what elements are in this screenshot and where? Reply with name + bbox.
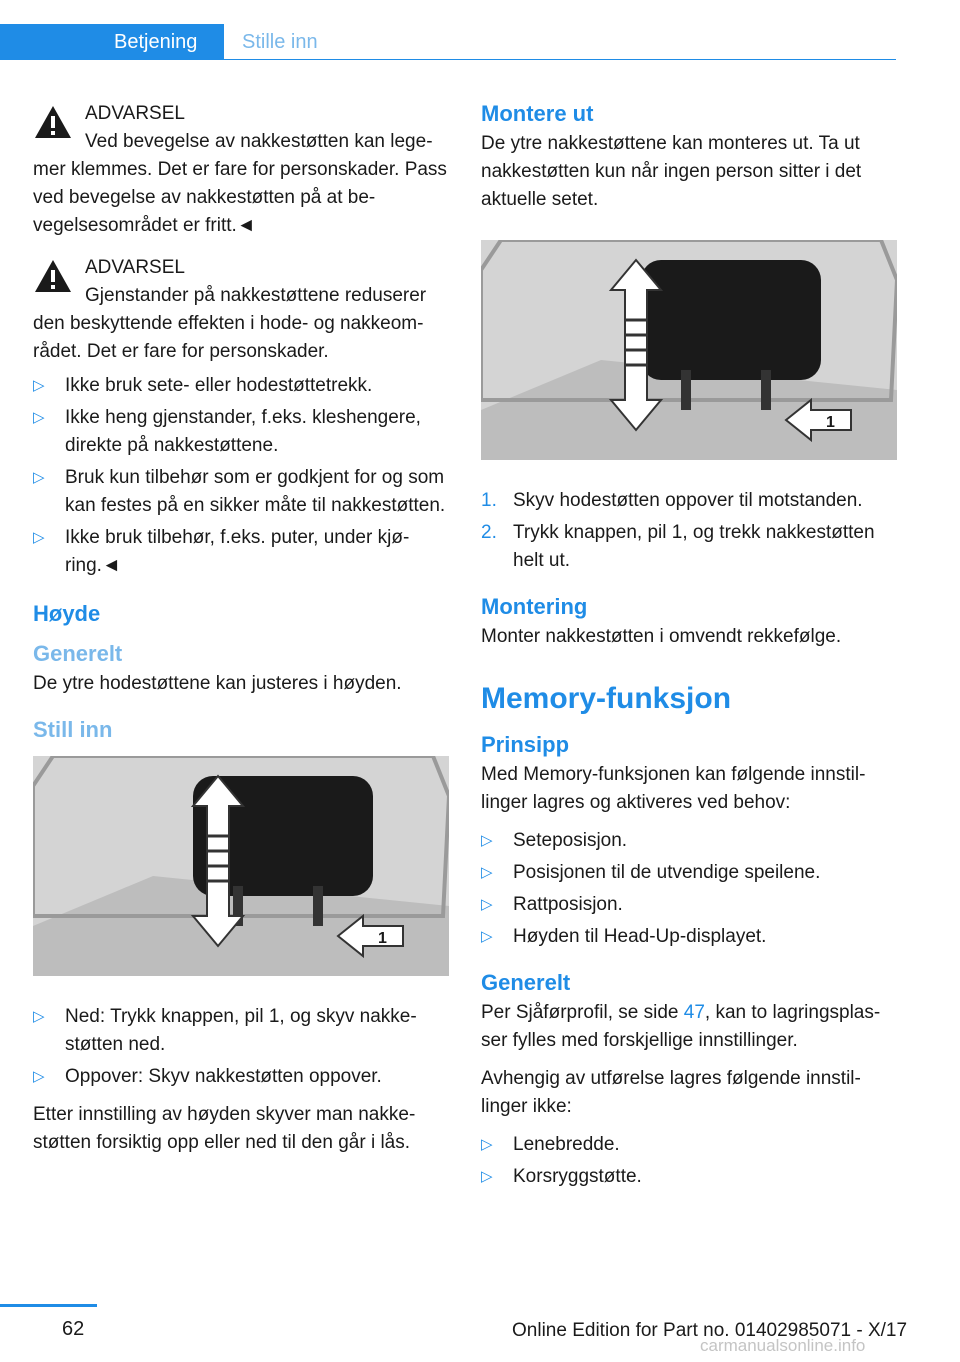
list-item: ▷ Oppover: Skyv nakkestøtten oppover.	[33, 1063, 451, 1091]
list-item: ▷ Høyden til Head-Up-displayet.	[481, 923, 897, 951]
montere-ut-text: De ytre nakkestøttene kan monteres ut. Ta ut nakkestøtten kun når ingen person sitter i det aktuelle setet.	[481, 133, 862, 210]
warning-text: Ved bevegelse av nakkestøtten kan legemer klemmes. Det er fare for personskader. Pass ved bevegelse av nakkestøtten på at bevegelsesområdet er fritt.◄	[33, 131, 447, 236]
heading-memory-funksjon: Memory-funksjon	[481, 682, 732, 715]
heading-generelt-right: Generelt	[481, 970, 571, 995]
triangle-bullet-icon: ▷	[33, 469, 45, 486]
generelt-text: De ytre hodestøttene kan justeres i høyden.	[33, 673, 402, 694]
triangle-bullet-icon: ▷	[481, 864, 493, 881]
montering-text: Monter nakkestøtten i omvendt rekkefølge.	[481, 626, 842, 647]
avhengig-text: Avhengig av utførelse lagres følgende innstillinger ikke:	[481, 1068, 861, 1117]
triangle-bullet-icon: ▷	[33, 409, 45, 426]
right-column	[481, 100, 897, 1201]
headrest-remove-figure	[481, 240, 897, 460]
warning-list	[33, 372, 451, 580]
header-divider	[224, 59, 896, 60]
triangle-bullet-icon: ▷	[33, 377, 45, 394]
left-column	[33, 100, 451, 1167]
triangle-bullet-icon: ▷	[33, 529, 45, 546]
heading-generelt: Generelt	[33, 641, 123, 666]
warning-triangle-icon	[33, 104, 73, 140]
triangle-bullet-icon: ▷	[481, 928, 493, 945]
list-item: ▷ Rattposisjon.	[481, 891, 897, 919]
heading-hoyde: Høyde	[33, 601, 101, 626]
warning-block-2	[33, 254, 451, 366]
edition-text: Online Edition for Part no. 01402985071 - X/17	[512, 1320, 908, 1341]
list-item: ▷ Lenebredde.	[481, 1131, 897, 1159]
list-item: ▷ Ikke bruk sete- eller hodestøttetrekk.	[33, 372, 451, 400]
closing-text: Etter innstilling av høyden skyver man nakkestøtten forsiktig opp eller ned til den går i lås.	[33, 1104, 416, 1153]
avhengig-list	[481, 1131, 897, 1191]
page-number: 62	[62, 1318, 85, 1340]
warning-title: ADVARSEL	[85, 257, 185, 278]
figure-arrow-label: 1	[826, 414, 835, 431]
heading-montere-ut: Montere ut	[481, 101, 594, 126]
prinsipp-list	[481, 827, 897, 951]
list-item: ▷ Posisjonen til de utvendige speilene.	[481, 859, 897, 887]
list-item: ▷ Ikke heng gjenstander, f.eks. kleshengere, direkte på nakkestøttene.	[33, 404, 451, 460]
warning-block-1	[33, 100, 451, 240]
list-item: ▷ Ned: Trykk knappen, pil 1, og skyv nakkestøtten ned.	[33, 1003, 451, 1059]
montere-ut-steps	[481, 487, 897, 575]
warning-text: Gjenstander på nakkestøttene reduserer den beskyttende effekten i hode- og nakkeområdet. Det er fare for personskader.	[33, 285, 427, 362]
prinsipp-text: Med Memory-funksjonen kan følgende innstillinger lagres og aktiveres ved behov:	[481, 764, 866, 813]
heading-still-inn: Still inn	[33, 717, 113, 742]
list-item: ▷ Korsryggstøtte.	[481, 1163, 897, 1191]
page-link[interactable]: 47	[683, 1002, 705, 1023]
list-item: 1. Skyv hodestøtten oppover til motstanden.	[481, 490, 863, 511]
triangle-bullet-icon: ▷	[481, 832, 493, 849]
warning-title: ADVARSEL	[85, 103, 185, 124]
tab-stille-inn[interactable]: Stille inn	[242, 31, 318, 53]
tab-betjening[interactable]: Betjening	[0, 24, 224, 60]
generelt-right-text: Per Sjåførprofil, se side 47, kan to lagringsplasser fylles med forskjellige innstillinger.	[481, 1002, 881, 1051]
triangle-bullet-icon: ▷	[481, 1136, 493, 1153]
triangle-bullet-icon: ▷	[481, 1168, 493, 1185]
footer-divider	[0, 1304, 97, 1307]
heading-prinsipp: Prinsipp	[481, 732, 570, 757]
warning-triangle-icon	[33, 258, 73, 294]
headrest-adjust-figure	[33, 756, 449, 976]
list-item: ▷ Bruk kun tilbehør som er godkjent for og som kan festes på en sikker måte til nakkestøtten.	[33, 464, 451, 520]
page-header	[0, 0, 960, 62]
still-inn-list	[33, 1003, 451, 1091]
watermark: carmanualsonline.info	[700, 1336, 866, 1355]
heading-montering: Montering	[481, 594, 588, 619]
list-item: 2. Trykk knappen, pil 1, og trekk nakkestøtten helt ut.	[481, 522, 875, 571]
list-item: ▷ Seteposisjon.	[481, 827, 897, 855]
triangle-bullet-icon: ▷	[33, 1068, 45, 1085]
triangle-bullet-icon: ▷	[481, 896, 493, 913]
list-item: ▷ Ikke bruk tilbehør, f.eks. puter, under kjøring.◄	[33, 524, 451, 580]
figure-arrow-label: 1	[378, 930, 387, 947]
triangle-bullet-icon: ▷	[33, 1008, 45, 1025]
